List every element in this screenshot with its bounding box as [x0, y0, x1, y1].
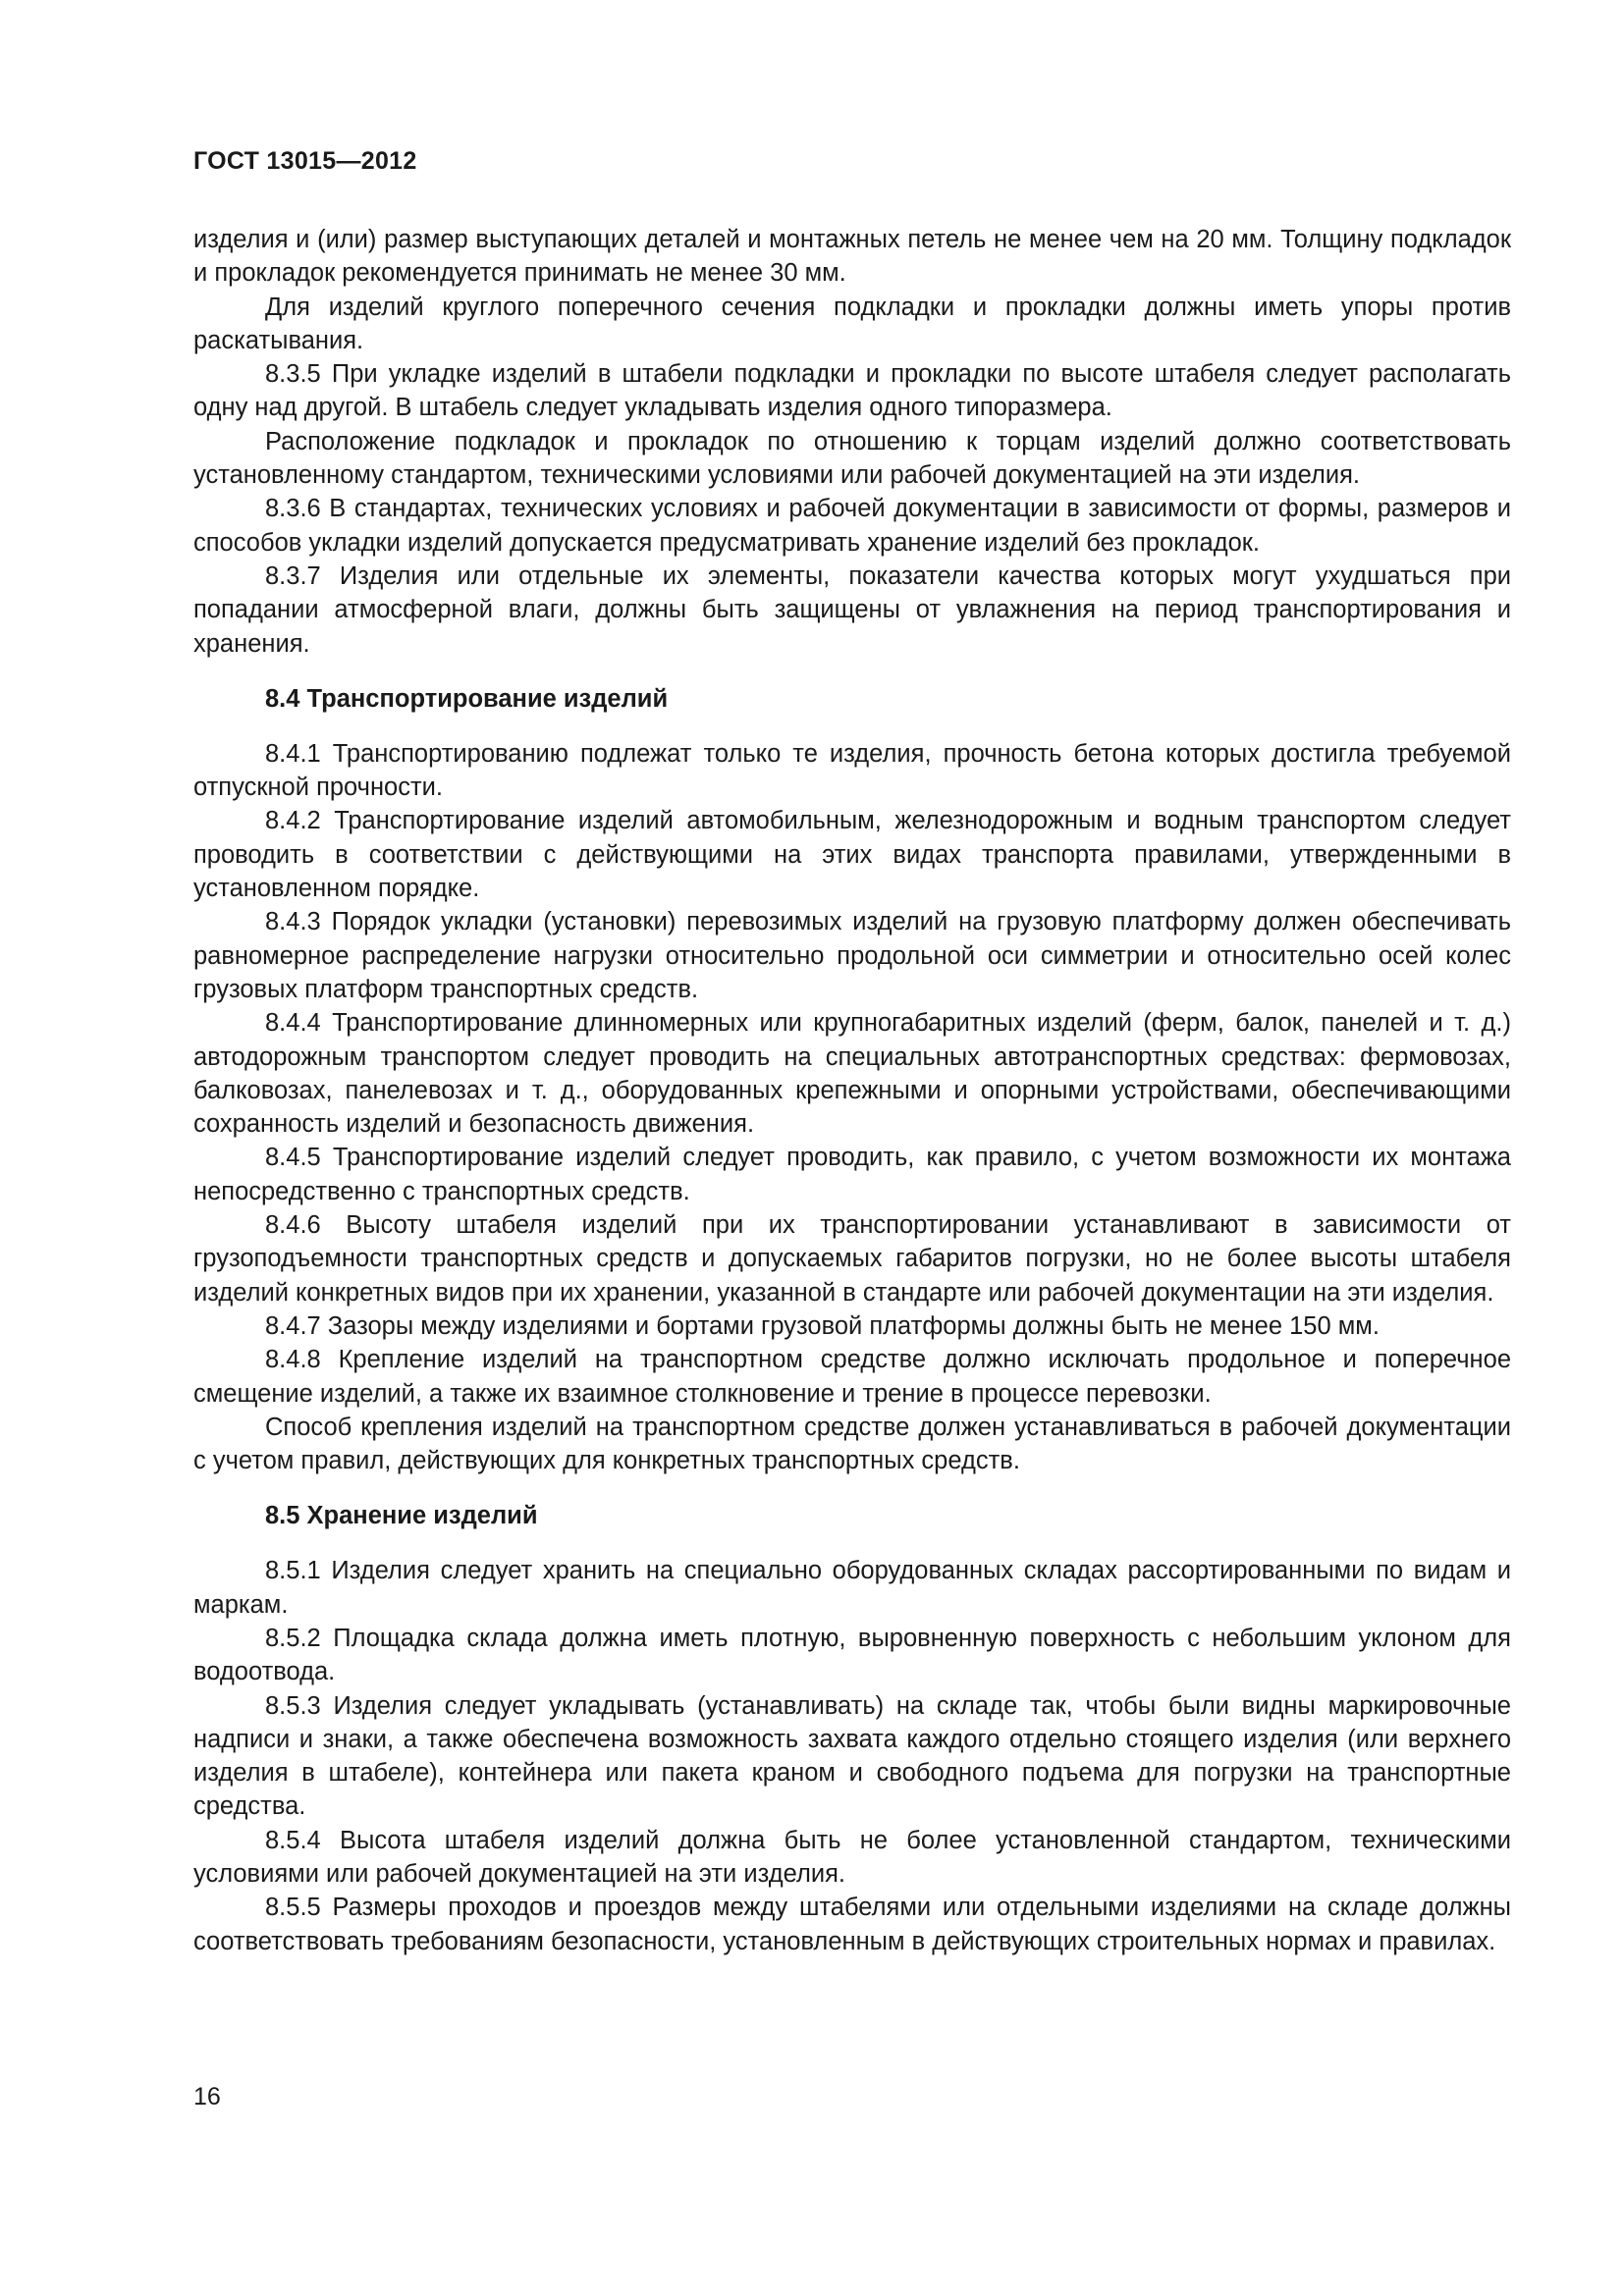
- paragraph: 8.3.6 В стандартах, технических условиях и рабочей документации в зависимости от формы, размеров и способов укладки изделий допускается предусматривать хранение изделий без прокладок.: [193, 495, 1511, 557]
- document-code-header: ГОСТ 13015—2012: [193, 147, 417, 175]
- paragraph: 8.5.4 Высота штабеля изделий должна быть не более установленной стандартом, техническими условиями или рабочей документацией на эти изделия.: [193, 1826, 1511, 1889]
- paragraph: 8.4.1 Транспортированию подлежат только те изделия, прочность бетона которых достигла требуемой отпускной прочности.: [193, 739, 1511, 802]
- paragraph: Для изделий круглого поперечного сечения подкладки и прокладки должны иметь упоры против раскатывания.: [193, 293, 1511, 354]
- paragraph: 8.4.6 Высоту штабеля изделий при их транспортировании устанавливают в зависимости от грузоподъемности транспортных средств и допускаемых габаритов погрузки, но не более высоты штабеля изделий конкретных видов при их хранении, указанной в стандарте или рабочей документации на эти изделия.: [193, 1211, 1511, 1307]
- page-number: 16: [193, 2083, 221, 2110]
- paragraph: 8.5.5 Размеры проходов и проездов между штабелями или отдельными изделиями на складе должны соответствовать требованиям безопасности, установленным в действующих строительных нормах и правилах.: [193, 1894, 1511, 1955]
- paragraph: 8.4.8 Крепление изделий на транспортном средстве должно исключать продольное и поперечное смещение изделий, а также их взаимное столкновение и трение в процессе перевозки.: [193, 1346, 1511, 1408]
- document-body: [193, 223, 1511, 1958]
- paragraph: изделия и (или) размер выступающих деталей и монтажных петель не менее чем на 20 мм. Толщину подкладок и прокладок рекомендуется принимать не менее 30 мм.: [193, 226, 1511, 288]
- section-heading-8-4: 8.4 Транспортирование изделий: [265, 684, 669, 713]
- paragraph: 8.4.5 Транспортирование изделий следует проводить, как правило, с учетом возможности их монтажа непосредственно с транспортных средств.: [193, 1144, 1511, 1205]
- paragraph: 8.4.2 Транспортирование изделий автомобильным, железнодорожным и водным транспортом следует проводить в соответствии с действующими на этих видах транспорта правилами, утвержденными в установленном порядке.: [193, 807, 1511, 903]
- paragraph: Способ крепления изделий на транспортном средстве должен устанавливаться в рабочей документации с учетом правил, действующих для конкретных транспортных средств.: [193, 1413, 1511, 1475]
- paragraph: 8.3.7 Изделия или отдельные их элементы, показатели качества которых могут ухудшаться при попадании атмосферной влаги, должны быть защищены от увлажнения на период транспортирования и хранения.: [193, 561, 1511, 658]
- paragraph: 8.5.3 Изделия следует укладывать (устанавливать) на складе так, чтобы были видны маркировочные надписи и знаки, а также обеспечена возможность захвата каждого отдельно стоящего изделия (или верхнего изделия в штабеле), контейнера или пакета краном и свободного подъема для погрузки на транспортные средства.: [193, 1691, 1511, 1821]
- paragraph: 8.4.3 Порядок укладки (установки) перевозимых изделий на грузовую платформу должен обеспечивать равномерное распределение нагрузки относительно продольной оси симметрии и относительно осей колес грузовых платформ транспортных средств.: [193, 908, 1511, 1003]
- paragraph: Расположение подкладок и прокладок по отношению к торцам изделий должно соответствовать установленному стандартом, техническими условиями или рабочей документацией на эти изделия.: [193, 427, 1511, 490]
- paragraph: 8.5.1 Изделия следует хранить на специально оборудованных складах рассортированными по видам и маркам.: [193, 1557, 1511, 1619]
- section-heading-8-5: 8.5 Хранение изделий: [265, 1502, 538, 1530]
- paragraph: 8.4.7 Зазоры между изделиями и бортами грузовой платформы должны быть не менее 150 мм.: [265, 1311, 1380, 1340]
- paragraph: 8.5.2 Площадка склада должна иметь плотную, выровненную поверхность с небольшим уклоном для водоотвода.: [193, 1624, 1511, 1686]
- paragraph: 8.4.4 Транспортирование длинномерных или крупногабаритных изделий (ферм, балок, панелей и т. д.) автодорожным транспортом следует проводить на специальных автотранспортных средствах: фермовозах, балковозах, панелевозах и т. д., оборудованных крепежными и опорными устройствами, обеспечивающими сохранность изделий и безопасность движения.: [193, 1009, 1511, 1139]
- paragraph: 8.3.5 При укладке изделий в штабели подкладки и прокладки по высоте штабеля следует располагать одну над другой. В штабель следует укладывать изделия одного типоразмера.: [193, 360, 1511, 422]
